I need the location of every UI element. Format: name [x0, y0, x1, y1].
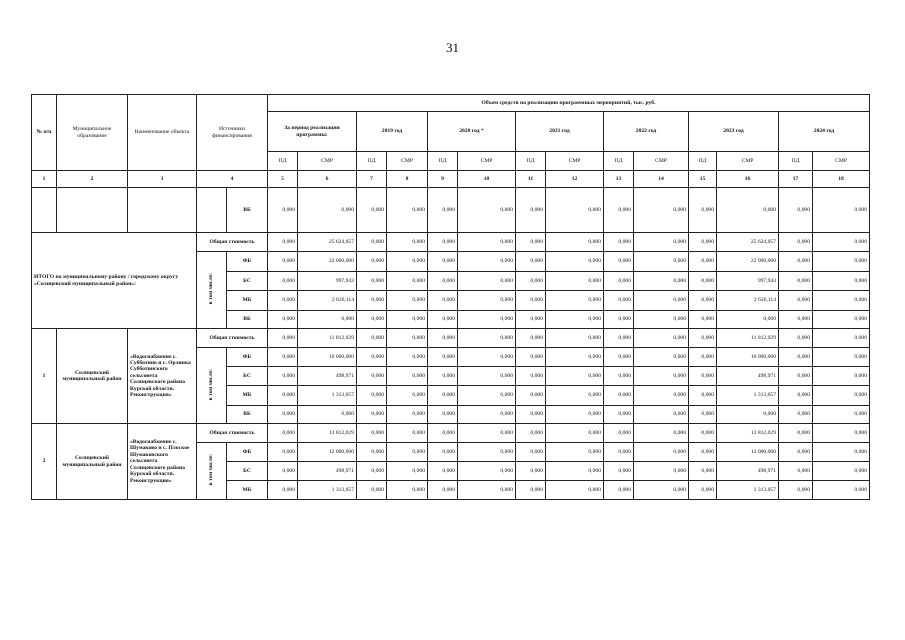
column-number: 17	[779, 171, 813, 188]
value-cell: 0,000	[268, 481, 298, 500]
value-cell: 0,000	[689, 329, 717, 348]
header-pd: ПД	[428, 152, 458, 171]
itogo-label: ИТОГО по муниципальному району / городскому округу «Солнцевский муниципальный район»:	[32, 233, 197, 329]
value-cell: 0,000	[516, 311, 546, 329]
value-cell: 0,000	[604, 291, 634, 311]
value-cell: 0,000	[458, 367, 516, 386]
itogo-total-row	[32, 233, 870, 252]
value-cell: 0,000	[813, 311, 870, 329]
incl-label	[197, 348, 227, 424]
header-pd: ПД	[357, 152, 387, 171]
header-volume: Объем средств на реализацию программных мероприятий, тыс. руб.	[268, 95, 870, 112]
value-cell: 0,000	[779, 329, 813, 348]
header-year: 2022 год	[604, 112, 689, 152]
value-cell: 22 000,000	[717, 252, 779, 272]
value-cell: 0,000	[813, 272, 870, 291]
value-cell: 0,000	[689, 406, 717, 424]
value-cell: 0,000	[546, 348, 604, 367]
header-pd: ПД	[516, 152, 546, 171]
value-cell: 25 624,057	[298, 233, 357, 252]
column-number: 13	[604, 171, 634, 188]
column-number: 12	[546, 171, 604, 188]
value-cell: 0,000	[604, 329, 634, 348]
value-cell: 498,971	[717, 462, 779, 481]
value-cell: 0,000	[428, 233, 458, 252]
value-cell: 0,000	[387, 329, 428, 348]
incl-text: в том числе:	[208, 273, 215, 305]
value-cell: 12 000,000	[298, 443, 357, 462]
value-cell: 0,000	[779, 348, 813, 367]
value-cell: 0,000	[634, 462, 689, 481]
value-cell: 0,000	[516, 443, 546, 462]
value-cell: 0,000	[357, 443, 387, 462]
header-year: 2021 год	[516, 112, 604, 152]
value-cell: 0,000	[268, 291, 298, 311]
value-cell: 0,000	[516, 252, 546, 272]
value-cell: 0,000	[779, 443, 813, 462]
value-cell: 0,000	[604, 462, 634, 481]
value-cell: 0,000	[546, 272, 604, 291]
value-cell: 0,000	[634, 367, 689, 386]
value-cell: 0,000	[546, 311, 604, 329]
value-cell: 0,000	[268, 424, 298, 443]
value-cell: 0,000	[689, 272, 717, 291]
incl-label	[197, 252, 227, 329]
column-number: 16	[717, 171, 779, 188]
value-cell: 25 624,057	[717, 233, 779, 252]
value-cell: 0,000	[604, 443, 634, 462]
value-cell: 0,000	[516, 348, 546, 367]
value-cell: 0,000	[428, 443, 458, 462]
value-cell: 0,000	[546, 386, 604, 406]
row-number: 2	[32, 424, 57, 500]
source-label: МБ	[227, 481, 268, 500]
value-cell: 0,000	[387, 443, 428, 462]
value-cell: 0,000	[268, 406, 298, 424]
value-cell: 997,943	[298, 272, 357, 291]
value-cell: 0,000	[458, 272, 516, 291]
value-cell: 0,000	[428, 329, 458, 348]
value-cell: 0,000	[516, 272, 546, 291]
value-cell: 0,000	[604, 188, 634, 233]
value-cell: 0,000	[689, 291, 717, 311]
value-cell: 0,000	[813, 233, 870, 252]
header-smr: СМР	[634, 152, 689, 171]
value-cell: 0,000	[268, 443, 298, 462]
value-cell: 0,000	[813, 443, 870, 462]
value-cell: 0,000	[516, 291, 546, 311]
value-cell: 0,000	[813, 329, 870, 348]
value-cell: 0,000	[387, 424, 428, 443]
value-cell: 0,000	[634, 481, 689, 500]
value-cell: 0,000	[516, 462, 546, 481]
value-cell: 0,000	[546, 329, 604, 348]
value-cell: 0,000	[546, 252, 604, 272]
value-cell: 0,000	[458, 233, 516, 252]
value-cell: 0,000	[779, 188, 813, 233]
value-cell: 0,000	[458, 406, 516, 424]
value-cell: 0,000	[428, 424, 458, 443]
value-cell: 0,000	[813, 481, 870, 500]
value-cell: 0,000	[387, 233, 428, 252]
value-cell: 0,000	[458, 188, 516, 233]
value-cell: 0,000	[428, 348, 458, 367]
value-cell: 0,000	[428, 386, 458, 406]
value-cell: 0,000	[604, 424, 634, 443]
row-number: 1	[32, 329, 57, 424]
value-cell: 0,000	[268, 329, 298, 348]
value-cell: 0,000	[779, 406, 813, 424]
value-cell: 0,000	[546, 291, 604, 311]
value-cell: 0,000	[458, 329, 516, 348]
header-period: За период реализации программы:	[268, 112, 357, 152]
value-cell: 2 626,114	[298, 291, 357, 311]
value-cell: 0,000	[604, 252, 634, 272]
value-cell: 0,000	[268, 462, 298, 481]
value-cell: 0,000	[458, 443, 516, 462]
value-cell: 0,000	[357, 348, 387, 367]
value-cell: 0,000	[268, 311, 298, 329]
source-label: ФБ	[227, 252, 268, 272]
value-cell: 0,000	[689, 252, 717, 272]
value-cell: 0,000	[516, 329, 546, 348]
value-cell: 0,000	[634, 386, 689, 406]
obj2-total-row	[32, 424, 870, 443]
empty-cell	[128, 188, 197, 233]
value-cell: 0,000	[689, 367, 717, 386]
value-cell: 0,000	[387, 462, 428, 481]
value-cell: 0,000	[634, 348, 689, 367]
value-cell: 0,000	[717, 406, 779, 424]
column-number: 8	[387, 171, 428, 188]
value-cell: 0,000	[546, 406, 604, 424]
value-cell: 0,000	[779, 252, 813, 272]
value-cell: 11 812,029	[298, 329, 357, 348]
value-cell: 0,000	[546, 233, 604, 252]
source-label: БС	[227, 462, 268, 481]
column-number: 7	[357, 171, 387, 188]
value-cell: 0,000	[458, 424, 516, 443]
value-cell: 0,000	[779, 272, 813, 291]
value-cell: 0,000	[813, 406, 870, 424]
obj1-total-row	[32, 329, 870, 348]
column-number: 4	[197, 171, 268, 188]
value-cell: 0,000	[357, 406, 387, 424]
value-cell: 0,000	[357, 367, 387, 386]
header-smr: СМР	[298, 152, 357, 171]
municipality-cell: Солнцевский муниципальный район	[57, 424, 128, 500]
value-cell: 1 313,057	[298, 481, 357, 500]
value-cell: 0,000	[298, 311, 357, 329]
value-cell: 0,000	[779, 291, 813, 311]
value-cell: 0,000	[387, 406, 428, 424]
value-cell: 0,000	[357, 188, 387, 233]
column-number: 2	[57, 171, 128, 188]
value-cell: 0,000	[779, 311, 813, 329]
value-cell: 10 000,000	[298, 348, 357, 367]
value-cell: 22 000,000	[298, 252, 357, 272]
value-cell: 0,000	[689, 188, 717, 233]
value-cell: 0,000	[268, 367, 298, 386]
value-cell: 0,000	[689, 481, 717, 500]
value-cell: 0,000	[516, 424, 546, 443]
value-cell: 0,000	[813, 348, 870, 367]
value-cell: 0,000	[516, 481, 546, 500]
value-cell: 0,000	[634, 272, 689, 291]
value-cell: 0,000	[634, 443, 689, 462]
value-cell: 1 313,057	[717, 386, 779, 406]
value-cell: 0,000	[268, 252, 298, 272]
value-cell: 0,000	[387, 481, 428, 500]
value-cell: 0,000	[357, 272, 387, 291]
header-object: Наименование объекта	[128, 95, 197, 171]
value-cell: 0,000	[357, 481, 387, 500]
value-cell: 0,000	[604, 481, 634, 500]
column-number: 5	[268, 171, 298, 188]
value-cell: 0,000	[546, 424, 604, 443]
value-cell: 0,000	[689, 443, 717, 462]
value-cell: 0,000	[779, 462, 813, 481]
incl-label	[197, 443, 227, 500]
header-pd: ПД	[268, 152, 298, 171]
value-cell: 0,000	[813, 188, 870, 233]
source-label: ФБ	[227, 348, 268, 367]
value-cell: 0,000	[516, 233, 546, 252]
value-cell: 0,000	[458, 291, 516, 311]
value-cell: 0,000	[298, 406, 357, 424]
value-cell: 0,000	[458, 386, 516, 406]
column-number-row	[32, 171, 870, 188]
value-cell: 0,000	[689, 311, 717, 329]
value-cell: 0,000	[428, 406, 458, 424]
value-cell: 0,000	[634, 252, 689, 272]
object-name: «Водоснабжение с. Субботино и с. Орлянка Субботинского сельсовета Солнцевского района Курской области. Реконструкция»	[128, 329, 197, 424]
page-number: 31	[446, 40, 459, 55]
header-year: 2024 год	[779, 112, 870, 152]
value-cell: 0,000	[268, 188, 298, 233]
column-number: 11	[516, 171, 546, 188]
value-cell: 0,000	[458, 311, 516, 329]
value-cell: 0,000	[516, 406, 546, 424]
table-row	[32, 188, 870, 233]
empty-cell	[57, 188, 128, 233]
source-label: БС	[227, 272, 268, 291]
source-label: МБ	[227, 386, 268, 406]
value-cell: 0,000	[428, 367, 458, 386]
value-cell: 0,000	[634, 424, 689, 443]
value-cell: 0,000	[268, 233, 298, 252]
value-cell: 2 626,114	[717, 291, 779, 311]
value-cell: 0,000	[604, 311, 634, 329]
value-cell: 0,000	[779, 233, 813, 252]
value-cell: 12 000,000	[717, 443, 779, 462]
value-cell: 0,000	[428, 462, 458, 481]
incl-text: в том числе:	[208, 368, 215, 400]
value-cell: 997,943	[717, 272, 779, 291]
funding-table	[31, 94, 870, 500]
column-number: 10	[458, 171, 516, 188]
header-smr: СМР	[458, 152, 516, 171]
value-cell: 498,971	[717, 367, 779, 386]
value-cell: 0,000	[779, 386, 813, 406]
value-cell: 0,000	[779, 367, 813, 386]
column-number: 18	[813, 171, 870, 188]
value-cell: 0,000	[387, 272, 428, 291]
empty-cell	[197, 188, 227, 233]
value-cell: 0,000	[689, 348, 717, 367]
value-cell: 0,000	[387, 348, 428, 367]
value-cell: 10 000,000	[717, 348, 779, 367]
header-pd: ПД	[689, 152, 717, 171]
column-number: 15	[689, 171, 717, 188]
header-pd: ПД	[779, 152, 813, 171]
source-label: ВБ	[227, 188, 268, 233]
header-num: № п/п	[32, 95, 57, 171]
value-cell: 0,000	[428, 481, 458, 500]
empty-cell	[32, 188, 57, 233]
object-name: «Водоснабжение с. Шумаково и с. Плоское Шумаковского сельсовета Солнцевского района Курской области. Реконструкция»	[128, 424, 197, 500]
value-cell: 0,000	[268, 348, 298, 367]
value-cell: 0,000	[717, 188, 779, 233]
value-cell: 0,000	[387, 311, 428, 329]
value-cell: 0,000	[268, 386, 298, 406]
value-cell: 0,000	[428, 311, 458, 329]
header-year: 2019 год	[357, 112, 428, 152]
value-cell: 0,000	[428, 188, 458, 233]
header-sources: Источники финансирования	[197, 95, 268, 171]
value-cell: 0,000	[717, 311, 779, 329]
incl-text: в том числе:	[208, 454, 215, 486]
value-cell: 0,000	[458, 462, 516, 481]
value-cell: 0,000	[458, 252, 516, 272]
value-cell: 0,000	[546, 367, 604, 386]
value-cell: 498,971	[298, 462, 357, 481]
value-cell: 0,000	[813, 462, 870, 481]
value-cell: 0,000	[779, 424, 813, 443]
source-label: ФБ	[227, 443, 268, 462]
value-cell: 0,000	[387, 386, 428, 406]
value-cell: 0,000	[268, 272, 298, 291]
source-label: ВБ	[227, 311, 268, 329]
total-label: Общая стоимость	[197, 424, 268, 443]
value-cell: 0,000	[516, 188, 546, 233]
value-cell: 0,000	[604, 406, 634, 424]
municipality-cell: Солнцевский муниципальный район	[57, 329, 128, 424]
value-cell: 0,000	[813, 252, 870, 272]
header-smr: СМР	[717, 152, 779, 171]
value-cell: 0,000	[813, 386, 870, 406]
total-label: Общая стоимость	[197, 329, 268, 348]
value-cell: 0,000	[428, 291, 458, 311]
value-cell: 0,000	[689, 386, 717, 406]
value-cell: 0,000	[604, 367, 634, 386]
value-cell: 0,000	[604, 233, 634, 252]
value-cell: 0,000	[458, 348, 516, 367]
value-cell: 0,000	[604, 272, 634, 291]
value-cell: 0,000	[634, 406, 689, 424]
value-cell: 0,000	[779, 481, 813, 500]
header-municipality: Муниципальное образование	[57, 95, 128, 171]
value-cell: 0,000	[387, 252, 428, 272]
value-cell: 0,000	[813, 424, 870, 443]
column-number: 3	[128, 171, 197, 188]
value-cell: 13 812,029	[717, 424, 779, 443]
column-number: 9	[428, 171, 458, 188]
value-cell: 0,000	[813, 367, 870, 386]
value-cell: 13 812,029	[298, 424, 357, 443]
column-number: 1	[32, 171, 57, 188]
column-number: 14	[634, 171, 689, 188]
value-cell: 0,000	[357, 462, 387, 481]
value-cell: 0,000	[428, 252, 458, 272]
value-cell: 0,000	[634, 233, 689, 252]
header-smr: СМР	[546, 152, 604, 171]
value-cell: 0,000	[634, 291, 689, 311]
value-cell: 0,000	[357, 233, 387, 252]
header-year: 2020 год *	[428, 112, 516, 152]
value-cell: 1 313,057	[298, 386, 357, 406]
value-cell: 0,000	[604, 348, 634, 367]
value-cell: 0,000	[387, 188, 428, 233]
value-cell: 0,000	[689, 233, 717, 252]
value-cell: 0,000	[298, 188, 357, 233]
value-cell: 0,000	[458, 481, 516, 500]
value-cell: 0,000	[634, 311, 689, 329]
value-cell: 0,000	[516, 367, 546, 386]
value-cell: 0,000	[634, 329, 689, 348]
value-cell: 498,971	[298, 367, 357, 386]
value-cell: 1 313,057	[717, 481, 779, 500]
header-smr: СМР	[813, 152, 870, 171]
source-label: БС	[227, 367, 268, 386]
header-smr: СМР	[387, 152, 428, 171]
value-cell: 0,000	[357, 252, 387, 272]
value-cell: 0,000	[387, 291, 428, 311]
value-cell: 0,000	[357, 311, 387, 329]
header-pd: ПД	[604, 152, 634, 171]
header-year: 2023 год	[689, 112, 779, 152]
value-cell: 0,000	[546, 481, 604, 500]
value-cell: 0,000	[546, 188, 604, 233]
value-cell: 0,000	[428, 272, 458, 291]
source-label: МБ	[227, 291, 268, 311]
value-cell: 0,000	[689, 424, 717, 443]
value-cell: 11 812,029	[717, 329, 779, 348]
value-cell: 0,000	[546, 443, 604, 462]
value-cell: 0,000	[689, 462, 717, 481]
value-cell: 0,000	[357, 291, 387, 311]
total-label: Общая стоимость	[197, 233, 268, 252]
value-cell: 0,000	[357, 424, 387, 443]
value-cell: 0,000	[634, 188, 689, 233]
value-cell: 0,000	[813, 291, 870, 311]
value-cell: 0,000	[387, 367, 428, 386]
value-cell: 0,000	[516, 386, 546, 406]
value-cell: 0,000	[357, 329, 387, 348]
source-label: ВБ	[227, 406, 268, 424]
value-cell: 0,000	[357, 386, 387, 406]
column-number: 6	[298, 171, 357, 188]
value-cell: 0,000	[604, 386, 634, 406]
value-cell: 0,000	[546, 462, 604, 481]
